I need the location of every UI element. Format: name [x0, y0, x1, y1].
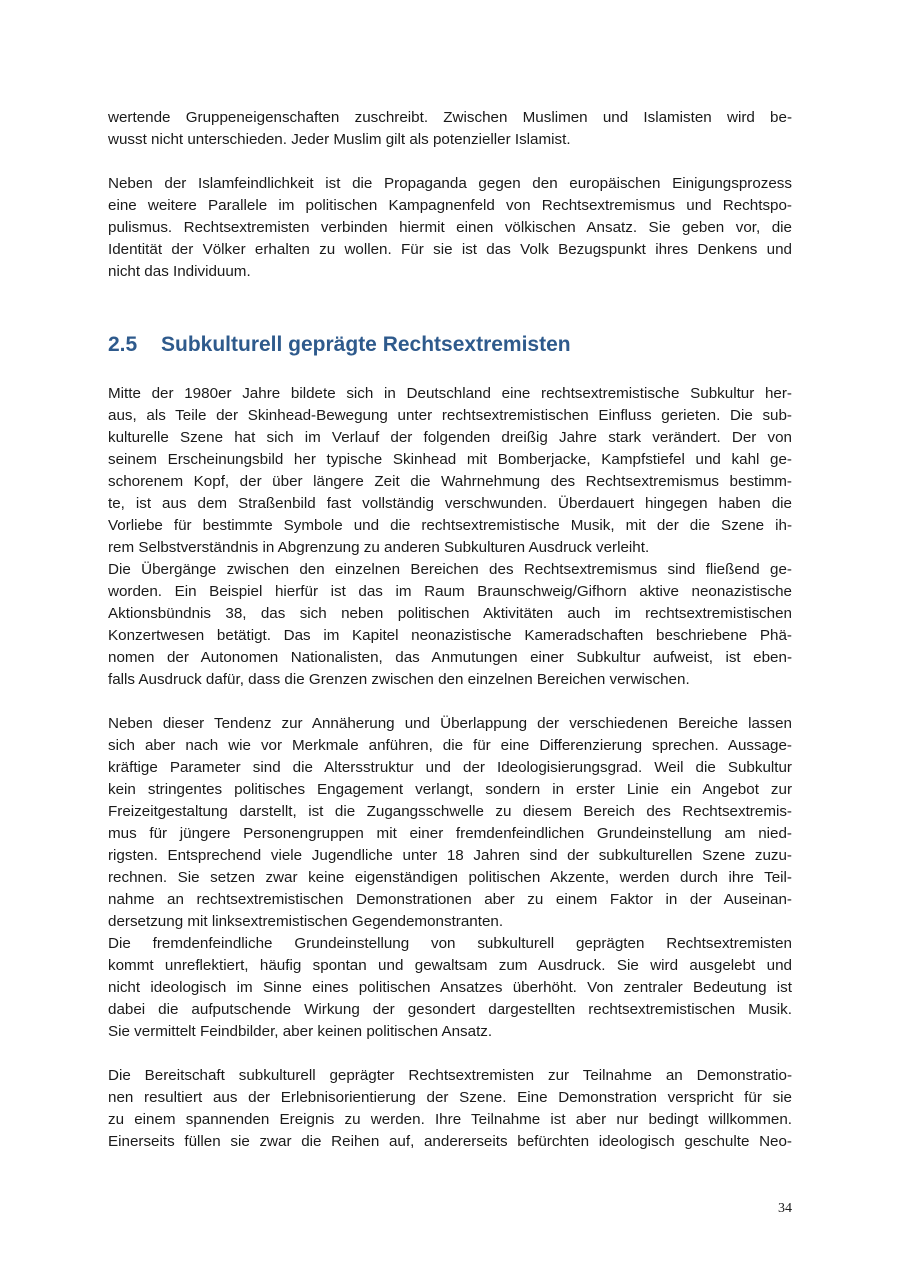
text-line: Einerseits füllen sie zwar die Reihen auf, andererseits befürchten ideologisch geschulte Neo-	[108, 1133, 792, 1150]
text-line: Die fremdenfeindliche Grundeinstellung von subkulturell geprägten Rechtsextremisten	[108, 935, 792, 952]
text-line: kulturelle Szene hat sich im Verlauf der folgenden dreißig Jahre stark verändert. Der von	[108, 429, 792, 446]
section-heading	[108, 331, 792, 359]
paragraph	[108, 713, 792, 933]
text-line: Mitte der 1980er Jahre bildete sich in Deutschland eine rechtsextremistische Subkultur her-	[108, 385, 792, 402]
paragraph	[108, 933, 792, 1043]
text-line: rigsten. Entsprechend viele Jugendliche unter 18 Jahren sind der subkulturellen Szene zuzu-	[108, 847, 792, 864]
text-line: Freizeitgestaltung darstellt, ist die Zugangsschwelle zu diesem Bereich des Rechtsextremis-	[108, 803, 792, 820]
text-line: dabei die aufputschende Wirkung der gesondert dargestellten rechtsextremistischen Musik.	[108, 1001, 792, 1018]
page-number: 34	[778, 1201, 792, 1216]
text-line: nomen der Autonomen Nationalisten, das Anmutungen einer Subkultur aufweist, ist eben-	[108, 649, 792, 666]
paragraph	[108, 173, 792, 283]
text-line: sich aber nach wie vor Merkmale anführen, die für eine Differenzierung sprechen. Aussage-	[108, 737, 792, 754]
text-line: wertende Gruppeneigenschaften zuschreibt. Zwischen Muslimen und Islamisten wird be-	[108, 109, 792, 126]
paragraph	[108, 107, 792, 151]
text-line: seinem Erscheinungsbild her typische Skinhead mit Bomberjacke, Kampfstiefel und kahl ge-	[108, 451, 792, 468]
document-page	[108, 107, 792, 1153]
text-line: Neben der Islamfeindlichkeit ist die Propaganda gegen den europäischen Einigungsprozess	[108, 175, 792, 192]
text-line: rem Selbstverständnis in Abgrenzung zu anderen Subkulturen Ausdruck verleiht.	[108, 539, 650, 556]
text-line: te, ist aus dem Straßenbild fast vollständig verschwunden. Überdauert hingegen haben die	[108, 495, 792, 512]
text-line: kommt unreflektiert, häufig spontan und gewaltsam zum Ausdruck. Sie wird ausgelebt und	[108, 957, 792, 974]
text-line: falls Ausdruck dafür, dass die Grenzen zwischen den einzelnen Bereichen verwischen.	[108, 671, 690, 688]
text-line: nen resultiert aus der Erlebnisorientierung der Szene. Eine Demonstration verspricht für sie	[108, 1089, 792, 1106]
text-line: aus, als Teile der Skinhead-Bewegung unter rechtsextremistischen Einfluss gerieten. Die sub-	[108, 407, 792, 424]
paragraph	[108, 1065, 792, 1153]
text-line: Aktionsbündnis 38, das sich neben politischen Aktivitäten auch im rechtsextremistischen	[108, 605, 792, 622]
text-line: wusst nicht unterschieden. Jeder Muslim gilt als potenzieller Islamist.	[108, 131, 571, 148]
text-line: Die Übergänge zwischen den einzelnen Bereichen des Rechtsextremismus sind fließend ge-	[108, 561, 792, 578]
text-line: dersetzung mit linksextremistischen Gegendemonstranten.	[108, 913, 504, 930]
text-line: worden. Ein Beispiel hierfür ist das im Raum Braunschweig/Gifhorn aktive neonazistische	[108, 583, 792, 600]
text-line: nicht ideologisch im Sinne eines politischen Ansatzes überhöht. Von zentraler Bedeutung ist	[108, 979, 792, 996]
text-line: rechnen. Sie setzen zwar keine eigenständigen politischen Akzente, werden durch ihre Teil-	[108, 869, 792, 886]
text-line: Die Bereitschaft subkulturell geprägter Rechtsextremisten zur Teilnahme an Demonstratio-	[108, 1067, 792, 1084]
text-line: pulismus. Rechtsextremisten verbinden hiermit einen völkischen Ansatz. Sie geben vor, die	[108, 219, 792, 236]
text-line: nicht das Individuum.	[108, 263, 251, 280]
paragraph	[108, 383, 792, 559]
text-line: mus für jüngere Personengruppen mit einer fremdenfeindlichen Grundeinstellung am nied-	[108, 825, 792, 842]
text-line: Identität der Völker erhalten zu wollen. Für sie ist das Volk Bezugspunkt ihres Denkens und	[108, 241, 792, 258]
text-line: Sie vermittelt Feindbilder, aber keinen politischen Ansatz.	[108, 1023, 493, 1040]
section-title: Subkulturell geprägte Rechtsextremisten	[161, 333, 571, 356]
text-line: kein stringentes politisches Engagement verlangt, sondern in erster Linie ein Angebot zur	[108, 781, 792, 798]
text-line: Vorliebe für bestimmte Symbole und die rechtsextremistische Musik, mit der die Szene ih-	[108, 517, 792, 534]
paragraph	[108, 559, 792, 691]
text-line: Konzertwesen betätigt. Das im Kapitel neonazistische Kameradschaften beschriebene Phä-	[108, 627, 792, 644]
text-line: nahme an rechtsextremistischen Demonstrationen aber zu einem Faktor in der Auseinan-	[108, 891, 792, 908]
section-number: 2.5	[108, 333, 138, 356]
text-line: Neben dieser Tendenz zur Annäherung und Überlappung der verschiedenen Bereiche lassen	[108, 715, 792, 732]
text-line: eine weitere Parallele im politischen Kampagnenfeld von Rechtsextremismus und Rechtspo-	[108, 197, 792, 214]
text-line: kräftige Parameter sind die Altersstruktur und der Ideologisierungsgrad. Weil die Subkultur	[108, 759, 792, 776]
text-line: schorenem Kopf, der über längere Zeit die Wahrnehmung des Rechtsextremismus bestimm-	[108, 473, 792, 490]
text-line: zu einem spannenden Ereignis zu werden. Ihre Teilnahme ist aber nur bedingt willkommen.	[108, 1111, 792, 1128]
